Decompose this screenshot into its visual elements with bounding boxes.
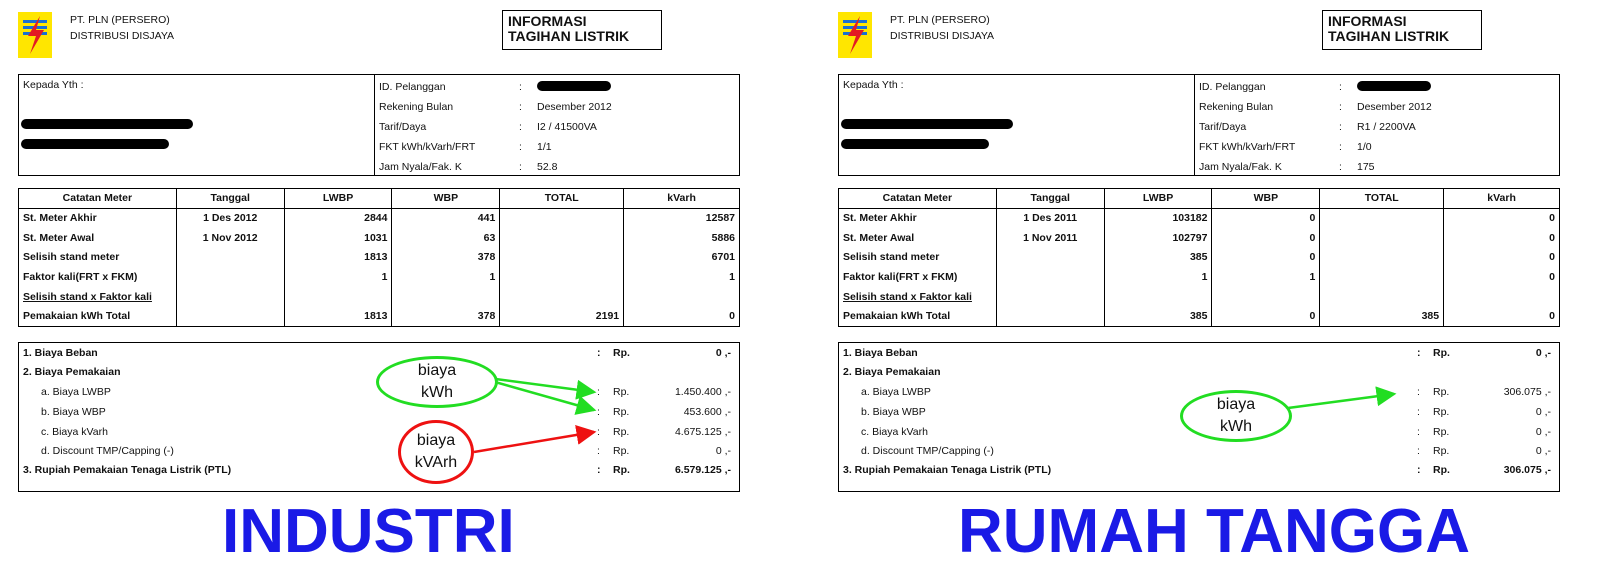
cost-row [19,344,739,363]
table-cell: St. Meter Akhir [839,208,997,228]
table-cell: 1 Des 2011 [996,208,1104,228]
document-title: INFORMASI TAGIHAN LISTRIK [1322,10,1482,50]
info-row [379,157,737,177]
info-colon: : [519,141,522,153]
table-cell: 0 [1212,307,1320,327]
cost-colon: : [597,347,601,359]
table-cell: Pemakaian kWh Total [839,307,997,327]
cost-colon: : [597,445,600,457]
table-row [19,228,740,248]
cost-label: d. Discount TMP/Capping (-) [41,445,174,457]
cost-currency: Rp. [1433,426,1450,438]
table-cell: 0 [1212,248,1320,268]
info-row [1199,77,1557,97]
cost-summary [18,342,740,492]
pln-logo-icon [838,12,872,58]
table-cell: 1 [1212,267,1320,287]
recipient-label: Kepada Yth : [843,79,904,91]
bill-rumah-tangga [834,0,1594,584]
cost-colon: : [597,464,601,476]
cost-colon: : [597,386,600,398]
cost-label: 1. Biaya Beban [23,347,98,359]
table-row [839,307,1560,327]
cost-amount: 4.675.125 ,- [674,426,731,438]
cost-colon: : [1417,347,1421,359]
table-cell: 1 [284,267,392,287]
table-cell [996,267,1104,287]
info-row [379,77,737,97]
annotation-bubble: biaya kWh [376,356,498,408]
info-label: Jam Nyala/Fak. K [379,161,462,173]
table-row [19,248,740,268]
cost-label: 1. Biaya Beban [843,347,918,359]
cost-amount: 6.579.125 ,- [674,464,731,476]
table-cell [500,208,624,228]
cost-row [19,461,739,480]
recipient-section [839,75,1195,175]
table-cell [500,267,624,287]
table-cell: 378 [392,307,500,327]
table-cell: 1 Nov 2012 [176,228,284,248]
table-cell [1320,267,1444,287]
table-cell: 2191 [500,307,624,327]
column-header: WBP [392,189,500,209]
info-colon: : [1339,121,1342,133]
cost-row [839,344,1559,363]
info-row [379,117,737,137]
table-cell: 0 [1444,208,1560,228]
table-cell: St. Meter Akhir [19,208,177,228]
table-cell: 102797 [1104,228,1212,248]
table-cell [1212,287,1320,307]
info-label: ID. Pelanggan [1199,81,1266,93]
cost-amount: 453.600 ,- [683,406,731,418]
table-cell: St. Meter Awal [19,228,177,248]
table-cell: Selisih stand meter [839,248,997,268]
table-cell: 0 [1444,267,1560,287]
cost-colon: : [597,406,600,418]
info-label: Jam Nyala/Fak. K [1199,161,1282,173]
cost-colon: : [1417,445,1420,457]
table-header-row [19,189,740,209]
table-cell: 0 [1444,307,1560,327]
table-cell [1320,287,1444,307]
table-cell [996,287,1104,307]
column-header: LWBP [1104,189,1212,209]
table-cell [176,287,284,307]
table-cell: Selisih stand x Faktor kali [839,287,997,307]
cost-colon: : [597,426,600,438]
customer-info-panel [838,74,1560,176]
cost-currency: Rp. [1433,406,1450,418]
company-name: PT. PLN (PERSERO) DISTRIBUSI DISJAYA [890,14,995,42]
cost-amount: 0 ,- [715,445,731,457]
table-cell [176,267,284,287]
column-header: TOTAL [1320,189,1444,209]
table-header-row [839,189,1560,209]
column-header: TOTAL [500,189,624,209]
info-value: 1/0 [1357,141,1372,153]
table-cell: 2844 [284,208,392,228]
table-cell: 1 Des 2012 [176,208,284,228]
info-value: Desember 2012 [1357,101,1432,113]
info-value [537,77,737,97]
table-cell: 1031 [284,228,392,248]
info-label: Tarif/Daya [379,121,427,133]
info-label: FKT kWh/kVarh/FRT [1199,141,1296,153]
table-cell [500,228,624,248]
cost-currency: Rp. [613,426,630,438]
bill-industri [14,0,774,584]
table-cell: 0 [1444,228,1560,248]
column-header: kVarh [624,189,740,209]
document-title: INFORMASI TAGIHAN LISTRIK [502,10,662,50]
recipient-section [19,75,375,175]
info-colon: : [1339,161,1342,173]
table-row [19,307,740,327]
info-value: Desember 2012 [537,101,612,113]
company-name: PT. PLN (PERSERO) DISTRIBUSI DISJAYA [70,14,175,42]
table-cell: 1813 [284,248,392,268]
pln-logo-icon [18,12,52,58]
table-cell: 0 [624,307,740,327]
table-cell: 378 [392,248,500,268]
table-cell: St. Meter Awal [839,228,997,248]
meter-table [838,188,1560,327]
table-cell: Faktor kali(FRT x FKM) [19,267,177,287]
table-cell: 0 [1444,248,1560,268]
cost-currency: Rp. [613,386,630,398]
table-cell: 5886 [624,228,740,248]
annotation-bubble: biaya kVArh [398,420,474,484]
table-row [19,287,740,307]
table-cell [176,248,284,268]
info-label: FKT kWh/kVarh/FRT [379,141,476,153]
info-value: 52.8 [537,161,558,173]
info-value: 175 [1357,161,1375,173]
table-cell [392,287,500,307]
cost-currency: Rp. [613,445,630,457]
cost-amount: 0 ,- [1535,406,1551,418]
annotation-bubble: biaya kWh [1180,390,1292,442]
column-header: Catatan Meter [19,189,177,209]
table-row [839,267,1560,287]
cost-label: c. Biaya kVarh [41,426,108,438]
info-colon: : [519,121,522,133]
info-value: 1/1 [537,141,552,153]
info-row [1199,137,1557,157]
cost-amount: 0 ,- [1535,445,1551,457]
table-cell: 6701 [624,248,740,268]
info-value [1357,77,1557,97]
table-cell: 385 [1104,248,1212,268]
recipient-label: Kepada Yth : [23,79,84,91]
table-cell: 0 [1212,228,1320,248]
cost-row [19,403,739,422]
cost-label: 2. Biaya Pemakaian [23,366,121,378]
table-cell: 385 [1104,307,1212,327]
table-cell: Selisih stand meter [19,248,177,268]
table-row [19,208,740,228]
cost-label: d. Discount TMP/Capping (-) [861,445,994,457]
account-info [379,77,737,177]
cost-currency: Rp. [1433,386,1450,398]
cost-label: b. Biaya WBP [41,406,106,418]
cost-row [839,442,1559,461]
redacted-address [841,139,989,149]
cost-label: a. Biaya LWBP [861,386,931,398]
customer-info-panel [18,74,740,176]
table-row [839,248,1560,268]
account-info [1199,77,1557,177]
cost-row [839,461,1559,480]
info-colon: : [1339,81,1342,93]
table-row [19,267,740,287]
info-value: R1 / 2200VA [1357,121,1416,133]
info-label: Rekening Bulan [379,101,454,113]
table-cell [996,248,1104,268]
table-cell: 441 [392,208,500,228]
cost-currency: Rp. [1433,347,1450,359]
cost-amount: 0 ,- [1535,347,1551,359]
table-cell: Faktor kali(FRT x FKM) [839,267,997,287]
table-cell [624,287,740,307]
info-row [379,97,737,117]
cost-row [19,442,739,461]
info-value: I2 / 41500VA [537,121,597,133]
redacted-name [21,119,193,129]
cost-amount: 306.075 ,- [1503,464,1551,476]
table-cell [284,287,392,307]
info-label: Rekening Bulan [1199,101,1274,113]
cost-row [19,423,739,442]
table-cell [1320,208,1444,228]
info-row [1199,97,1557,117]
table-cell: 63 [392,228,500,248]
column-header: LWBP [284,189,392,209]
column-header: Tanggal [176,189,284,209]
cost-colon: : [1417,386,1420,398]
table-cell [500,287,624,307]
info-colon: : [1339,101,1342,113]
cost-row [839,363,1559,382]
cost-currency: Rp. [1433,464,1450,476]
table-cell: Pemakaian kWh Total [19,307,177,327]
info-row [1199,117,1557,137]
column-header: WBP [1212,189,1320,209]
cost-amount: 306.075 ,- [1503,386,1551,398]
cost-label: a. Biaya LWBP [41,386,111,398]
table-cell: 1 Nov 2011 [996,228,1104,248]
table-cell: 103182 [1104,208,1212,228]
cost-currency: Rp. [613,464,630,476]
cost-label: b. Biaya WBP [861,406,926,418]
info-colon: : [519,81,522,93]
table-row [839,228,1560,248]
table-cell: 0 [1212,208,1320,228]
cost-currency: Rp. [613,347,630,359]
info-colon: : [519,161,522,173]
info-label: ID. Pelanggan [379,81,446,93]
table-row [839,287,1560,307]
redacted-name [841,119,1013,129]
table-cell: 1 [1104,267,1212,287]
meter-table [18,188,740,327]
table-cell [1320,228,1444,248]
cost-currency: Rp. [1433,445,1450,457]
category-label: INDUSTRI [222,497,515,566]
info-colon: : [519,101,522,113]
cost-amount: 1.450.400 ,- [674,386,731,398]
cost-label: 3. Rupiah Pemakaian Tenaga Listrik (PTL) [843,464,1052,476]
table-row [839,208,1560,228]
column-header: Tanggal [996,189,1104,209]
table-cell: Selisih stand x Faktor kali [19,287,177,307]
table-cell: 12587 [624,208,740,228]
table-cell: 385 [1320,307,1444,327]
cost-amount: 0 ,- [1535,426,1551,438]
info-row [379,137,737,157]
info-label: Tarif/Daya [1199,121,1247,133]
cost-label: 2. Biaya Pemakaian [843,366,941,378]
table-cell [1444,287,1560,307]
table-cell: 1 [624,267,740,287]
cost-colon: : [1417,464,1421,476]
cost-amount: 0 ,- [715,347,731,359]
table-cell [176,307,284,327]
table-cell [996,307,1104,327]
cost-colon: : [1417,406,1420,418]
column-header: Catatan Meter [839,189,997,209]
redacted-address [21,139,169,149]
info-row [1199,157,1557,177]
table-cell: 1813 [284,307,392,327]
column-header: kVarh [1444,189,1560,209]
redacted-customer-id [1357,81,1431,91]
cost-colon: : [1417,426,1420,438]
table-cell [1104,287,1212,307]
category-label: RUMAH TANGGA [958,497,1471,566]
info-colon: : [1339,141,1342,153]
table-cell [500,248,624,268]
cost-label: c. Biaya kVarh [861,426,928,438]
cost-label: 3. Rupiah Pemakaian Tenaga Listrik (PTL) [23,464,232,476]
table-cell: 1 [392,267,500,287]
table-cell [1320,248,1444,268]
redacted-customer-id [537,81,611,91]
cost-currency: Rp. [613,406,630,418]
